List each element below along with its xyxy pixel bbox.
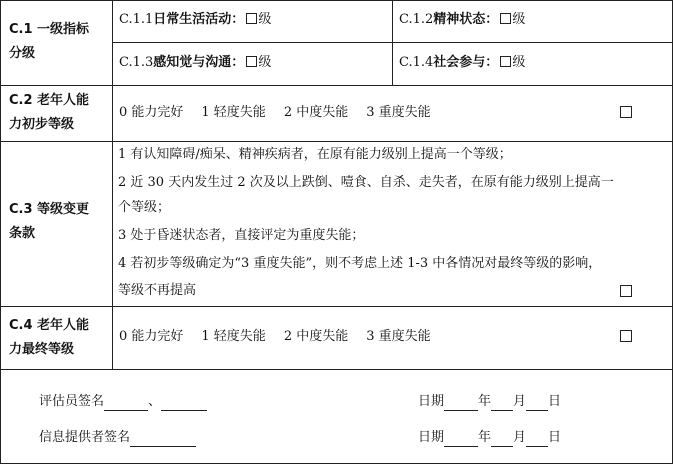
assessor-signature-label: 评估员签名 [39, 394, 105, 409]
date-label: 日期 [418, 430, 445, 445]
row-divider [1, 306, 673, 307]
assessor-signature [39, 393, 207, 411]
c3-clause-2: 2 近 30 天内发生过 2 次及以上跌倒、噎食、自杀、走失者，在原有能力级别上提高一 [118, 175, 614, 190]
assessor-separator: 、 [148, 394, 162, 409]
c4-option-1: 1 轻度失能 [201, 329, 266, 344]
column-divider [112, 0, 113, 369]
c1-2-code: C.1.2 [399, 12, 434, 27]
date-label: 日期 [418, 394, 445, 409]
c3-clause-4-cont: 等级不再提高 [118, 283, 197, 298]
date-year-label: 年 [478, 394, 492, 409]
date-year-field[interactable] [444, 397, 478, 411]
informant-signature [39, 429, 196, 447]
date-year-field[interactable] [444, 433, 478, 447]
c2-options [119, 105, 449, 121]
c2-label-line2: 力初步等级 [9, 117, 75, 132]
table-top-border [1, 0, 673, 1]
c1-3-level-box[interactable] [246, 56, 257, 67]
c1-4-name: 社会参与： [433, 55, 499, 70]
c1-1-name: 日常生活活动： [153, 12, 245, 27]
c1-label [9, 18, 89, 66]
c3-clause-2-cont: 个等级； [118, 200, 171, 215]
c1-1-unit: 级 [258, 12, 272, 27]
c4-option-3: 3 重度失能 [366, 329, 431, 344]
c3-label [9, 198, 89, 246]
c1-2-level-box[interactable] [500, 13, 511, 24]
c4-label-line2: 力最终等级 [9, 342, 75, 357]
row-divider [1, 369, 673, 370]
date-month-field[interactable] [491, 397, 513, 411]
assessor-signature-field-1[interactable] [104, 397, 148, 411]
assessor-date [418, 393, 561, 411]
date-day-label: 日 [548, 430, 562, 445]
c4-label-line1: C.4 老年人能 [9, 318, 90, 333]
column-divider [392, 0, 393, 85]
date-month-field[interactable] [491, 433, 513, 447]
c3-label-line1: C.3 等级变更 [9, 202, 90, 217]
c1-2-name: 精神状态： [433, 12, 499, 27]
c4-option-0: 0 能力完好 [119, 329, 184, 344]
date-day-field[interactable] [526, 433, 548, 447]
informant-signature-label: 信息提供者签名 [39, 430, 131, 445]
c4-label [9, 314, 89, 362]
c1-1-item [119, 12, 271, 28]
c2-label [9, 89, 89, 137]
c1-2-unit: 级 [512, 12, 526, 27]
c4-checkbox[interactable] [620, 330, 632, 342]
c3-clause-4: 4 若初步等级确定为“3 重度失能”，则不考虑上述 1-3 中各情况对最终等级的影响， [118, 256, 602, 271]
c3-checkbox[interactable] [620, 285, 632, 297]
row-divider [1, 85, 673, 86]
informant-signature-field[interactable] [130, 433, 196, 447]
assessor-signature-field-2[interactable] [161, 397, 207, 411]
c1-label-line2: 分级 [9, 46, 36, 61]
c2-label-line1: C.2 老年人能 [9, 93, 90, 108]
c1-4-item [399, 55, 525, 71]
c2-option-3: 3 重度失能 [366, 105, 431, 120]
c3-clause-1: 1 有认知障碍/痴呆、精神疾病者，在原有能力级别上提高一个等级； [118, 147, 512, 162]
c1-3-unit: 级 [258, 55, 272, 70]
date-month-label: 月 [513, 394, 527, 409]
date-day-field[interactable] [526, 397, 548, 411]
date-month-label: 月 [513, 430, 527, 445]
c3-label-line2: 条款 [9, 226, 36, 241]
informant-date [418, 429, 561, 447]
c1-4-code: C.1.4 [399, 55, 434, 70]
c1-1-code: C.1.1 [119, 12, 154, 27]
c4-option-2: 2 中度失能 [283, 329, 349, 344]
c1-4-unit: 级 [512, 55, 526, 70]
date-day-label: 日 [548, 394, 562, 409]
c1-3-item [119, 55, 271, 71]
c1-label-line1: C.1 一级指标 [9, 22, 90, 37]
c2-option-0: 0 能力完好 [119, 105, 184, 120]
c2-checkbox[interactable] [620, 106, 632, 118]
c2-option-1: 1 轻度失能 [201, 105, 266, 120]
c1-2-item [399, 12, 525, 28]
c1-4-level-box[interactable] [500, 56, 511, 67]
c1-1-level-box[interactable] [246, 13, 257, 24]
date-year-label: 年 [478, 430, 492, 445]
c1-3-code: C.1.3 [119, 55, 154, 70]
c3-clause-3: 3 处于昏迷状态者，直接评定为重度失能； [118, 228, 365, 243]
c4-options [119, 329, 449, 345]
c1-3-name: 感知觉与沟通： [153, 55, 245, 70]
c2-option-2: 2 中度失能 [283, 105, 349, 120]
